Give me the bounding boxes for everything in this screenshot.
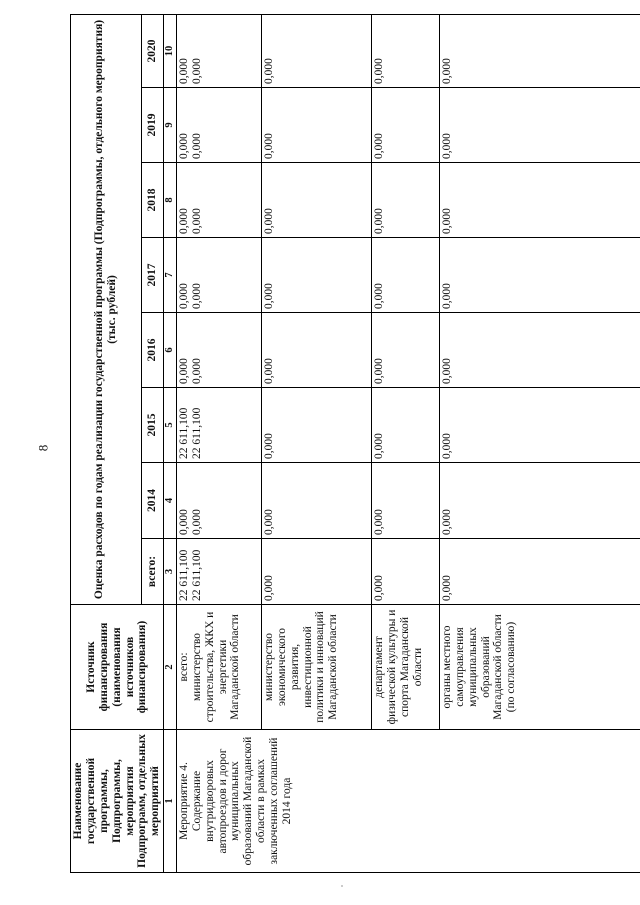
value-cell: 0,000 [371, 463, 439, 539]
value-cell [176, 388, 261, 463]
activity-name: Мероприятие 4. Содержание внутридворовых автопроездов и дорог муниципальных образований Магаданской области в рамках заключенных соглашений 2014 года [176, 730, 640, 873]
value: 22 611,100 [190, 549, 203, 601]
value-cell: 0,000 [439, 463, 640, 539]
column-number: 8 [164, 163, 177, 238]
value: 0,000 [190, 509, 203, 535]
header-total: всего: [142, 539, 164, 605]
value-cell: 0,000 [439, 163, 640, 238]
header-year: 2019 [142, 88, 164, 163]
value-cell: 0,000 [371, 313, 439, 388]
value: 22 611,100 [177, 549, 190, 601]
value: 0,000 [190, 208, 203, 234]
header-year: 2015 [142, 388, 164, 463]
column-number: 4 [164, 463, 177, 539]
header-year: 2014 [142, 463, 164, 539]
value: 0,000 [177, 133, 190, 159]
value: 22 611,100 [190, 407, 203, 459]
column-number: 7 [164, 238, 177, 313]
value-cell: 0,000 [261, 388, 371, 463]
value-cell [176, 463, 261, 539]
value-cell [176, 163, 261, 238]
column-number: 10 [164, 14, 177, 87]
rotated-table-wrapper [70, 15, 628, 873]
value-cell: 0,000 [261, 14, 371, 87]
value-cell [176, 238, 261, 313]
value-cell: 0,000 [439, 313, 640, 388]
value-cell: 0,000 [261, 163, 371, 238]
value: 0,000 [177, 283, 190, 309]
header-year: 2018 [142, 163, 164, 238]
value: 0,000 [177, 358, 190, 384]
value-cell [176, 313, 261, 388]
header-year: 2016 [142, 313, 164, 388]
header-estimate: Оценка расходов по годам реализации государственной программы (Подпрограммы, отдельного мероприятия) (тыс. рублей) [71, 14, 142, 604]
source-cell: департамент физической культуры и спорта Магаданской области [371, 605, 439, 730]
value-cell: 0,000 [439, 238, 640, 313]
value: 0,000 [177, 58, 190, 84]
value: 0,000 [190, 358, 203, 384]
value-cell [176, 14, 261, 87]
value: 0,000 [177, 208, 190, 234]
header-year: 2017 [142, 238, 164, 313]
value-cell: 0,000 [261, 88, 371, 163]
value: 0,000 [190, 133, 203, 159]
column-number: 1 [164, 730, 177, 873]
value-cell: 0,000 [439, 88, 640, 163]
page-number: 8 [35, 444, 51, 452]
value-cell: 0,000 [261, 539, 371, 605]
column-number: 3 [164, 539, 177, 605]
value-cell: 0,000 [371, 14, 439, 87]
value: 0,000 [190, 58, 203, 84]
value-cell: 0,000 [371, 539, 439, 605]
value: 22 611,100 [177, 407, 190, 459]
value-cell: 0,000 [261, 238, 371, 313]
column-number: 2 [164, 605, 177, 730]
column-number: 6 [164, 313, 177, 388]
source-cell: органы местного самоуправления муниципальных образований Магаданской области (по согласованию) [439, 605, 640, 730]
header-year: 2020 [142, 14, 164, 87]
value-cell [176, 539, 261, 605]
value-cell [176, 88, 261, 163]
column-number: 5 [164, 388, 177, 463]
value-cell: 0,000 [439, 388, 640, 463]
source-label: всего: [177, 652, 190, 682]
value-cell: 0,000 [371, 88, 439, 163]
table-row [176, 14, 261, 872]
budget-table [70, 14, 640, 873]
source-label: министерство строительства, ЖКХ и энергетики Магаданской области [190, 611, 242, 723]
value: 0,000 [177, 509, 190, 535]
value-cell: 0,000 [439, 539, 640, 605]
value: 0,000 [190, 283, 203, 309]
value-cell: 0,000 [371, 163, 439, 238]
column-number: 9 [164, 88, 177, 163]
header-source: Источник финансирования (наименования источников финансирования) [71, 605, 164, 730]
source-cell: министерство экономического развития, инвестиционной политики и инноваций Магаданской области [261, 605, 371, 730]
value-cell: 0,000 [371, 238, 439, 313]
scan-speck [341, 885, 343, 887]
value-cell: 0,000 [439, 14, 640, 87]
header-name: Наименование государственной программы, Подпрограммы, мероприятия Подпрограмм, отдельных мероприятий [71, 730, 164, 873]
value-cell: 0,000 [371, 388, 439, 463]
value-cell: 0,000 [261, 313, 371, 388]
source-cell [176, 605, 261, 730]
value-cell: 0,000 [261, 463, 371, 539]
